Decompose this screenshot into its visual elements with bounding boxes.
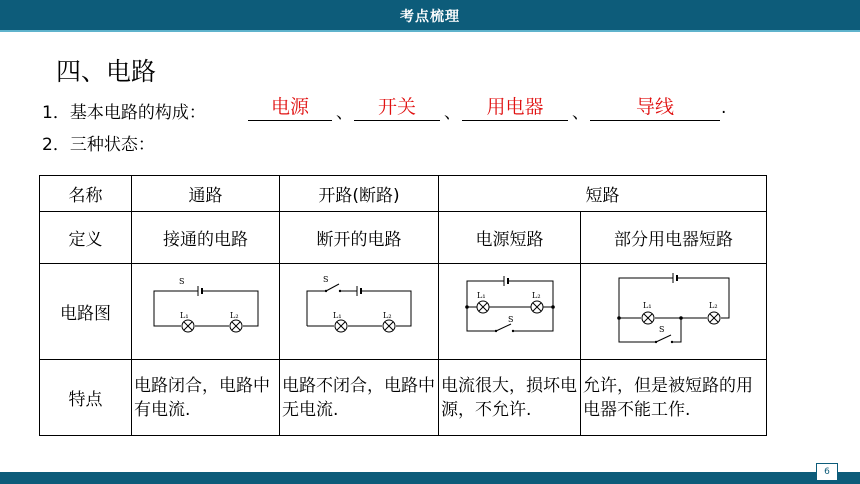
lamp1-label: L₁ xyxy=(333,311,342,320)
diagram-power-short-cell xyxy=(439,264,581,360)
page-number: 6 xyxy=(816,463,838,481)
header-closed-circuit: 通路 xyxy=(132,176,280,212)
section-title: 四、电路 xyxy=(56,57,157,86)
line1-end: . xyxy=(721,98,727,118)
definition-power-short: 电源短路 xyxy=(439,212,581,264)
lamp2-label: L₂ xyxy=(531,291,541,300)
blank-1 xyxy=(248,120,332,121)
table-feature-row xyxy=(40,360,767,436)
header-open-circuit: 开路(断路) xyxy=(280,176,439,212)
switch-label: S xyxy=(507,315,513,324)
diagram-label: 电路图 xyxy=(40,264,132,360)
open-circuit-diagram xyxy=(299,274,419,344)
feature-partial-short: 允许，但是被短路的用电器不能工作. xyxy=(581,360,767,436)
switch-label: S xyxy=(658,325,664,334)
circuit-states-table xyxy=(39,175,767,436)
lamp2-label: L₂ xyxy=(383,311,392,320)
answer-4: 导线 xyxy=(635,96,674,118)
power-short-diagram xyxy=(455,269,565,349)
lamp-icon xyxy=(335,320,347,332)
header-name: 名称 xyxy=(40,176,132,212)
feature-power-short: 电流很大，损坏电源，不允许. xyxy=(439,360,581,436)
blank-4 xyxy=(590,120,720,121)
definition-closed: 接通的电路 xyxy=(132,212,280,264)
closed-circuit-diagram xyxy=(146,274,266,344)
lamp-icon xyxy=(182,320,194,332)
feature-closed: 电路闭合，电路中有电流. xyxy=(132,360,280,436)
lamp1-label: L₁ xyxy=(476,291,486,300)
feature-label: 特点 xyxy=(40,360,132,436)
lamp-icon xyxy=(477,301,489,313)
header-title: 考点梳理 xyxy=(400,9,460,25)
answer-2: 开关 xyxy=(377,96,416,118)
separator-2: 、 xyxy=(444,103,461,123)
table-header-row xyxy=(40,176,767,212)
definition-label: 定义 xyxy=(40,212,132,264)
lamp-icon xyxy=(230,320,242,332)
feature-open: 电路不闭合，电路中无电流. xyxy=(280,360,439,436)
diagram-closed-cell xyxy=(132,264,280,360)
blank-3 xyxy=(462,120,568,121)
table-diagram-row xyxy=(40,264,767,360)
line2-text: 2．三种状态： xyxy=(42,135,155,155)
header-short-circuit: 短路 xyxy=(439,176,767,212)
header-accent-line xyxy=(0,30,860,32)
definition-partial-short: 部分用电器短路 xyxy=(581,212,767,264)
lamp-icon xyxy=(708,312,720,324)
header-bar xyxy=(0,0,860,30)
lamp-icon xyxy=(383,320,395,332)
table-definition-row xyxy=(40,212,767,264)
separator-3: 、 xyxy=(572,103,589,123)
lamp1-label: L₁ xyxy=(179,311,189,320)
partial-short-diagram xyxy=(609,268,739,350)
lamp-icon xyxy=(642,312,654,324)
switch-label: S xyxy=(178,277,184,286)
blank-2 xyxy=(354,120,440,121)
lamp-icon xyxy=(531,301,543,313)
diagram-partial-short-cell xyxy=(581,264,767,360)
lamp2-label: L₂ xyxy=(229,311,239,320)
separator-1: 、 xyxy=(336,103,353,123)
answer-1: 电源 xyxy=(270,96,309,118)
diagram-open-cell xyxy=(280,264,439,360)
line1-prefix: 1．基本电路的构成： xyxy=(42,103,206,123)
lamp2-label: L₂ xyxy=(708,301,718,310)
answer-3: 用电器 xyxy=(486,96,544,118)
switch-label: S xyxy=(323,275,329,284)
definition-open: 断开的电路 xyxy=(280,212,439,264)
lamp1-label: L₁ xyxy=(642,301,652,310)
footer-bar xyxy=(0,472,860,484)
